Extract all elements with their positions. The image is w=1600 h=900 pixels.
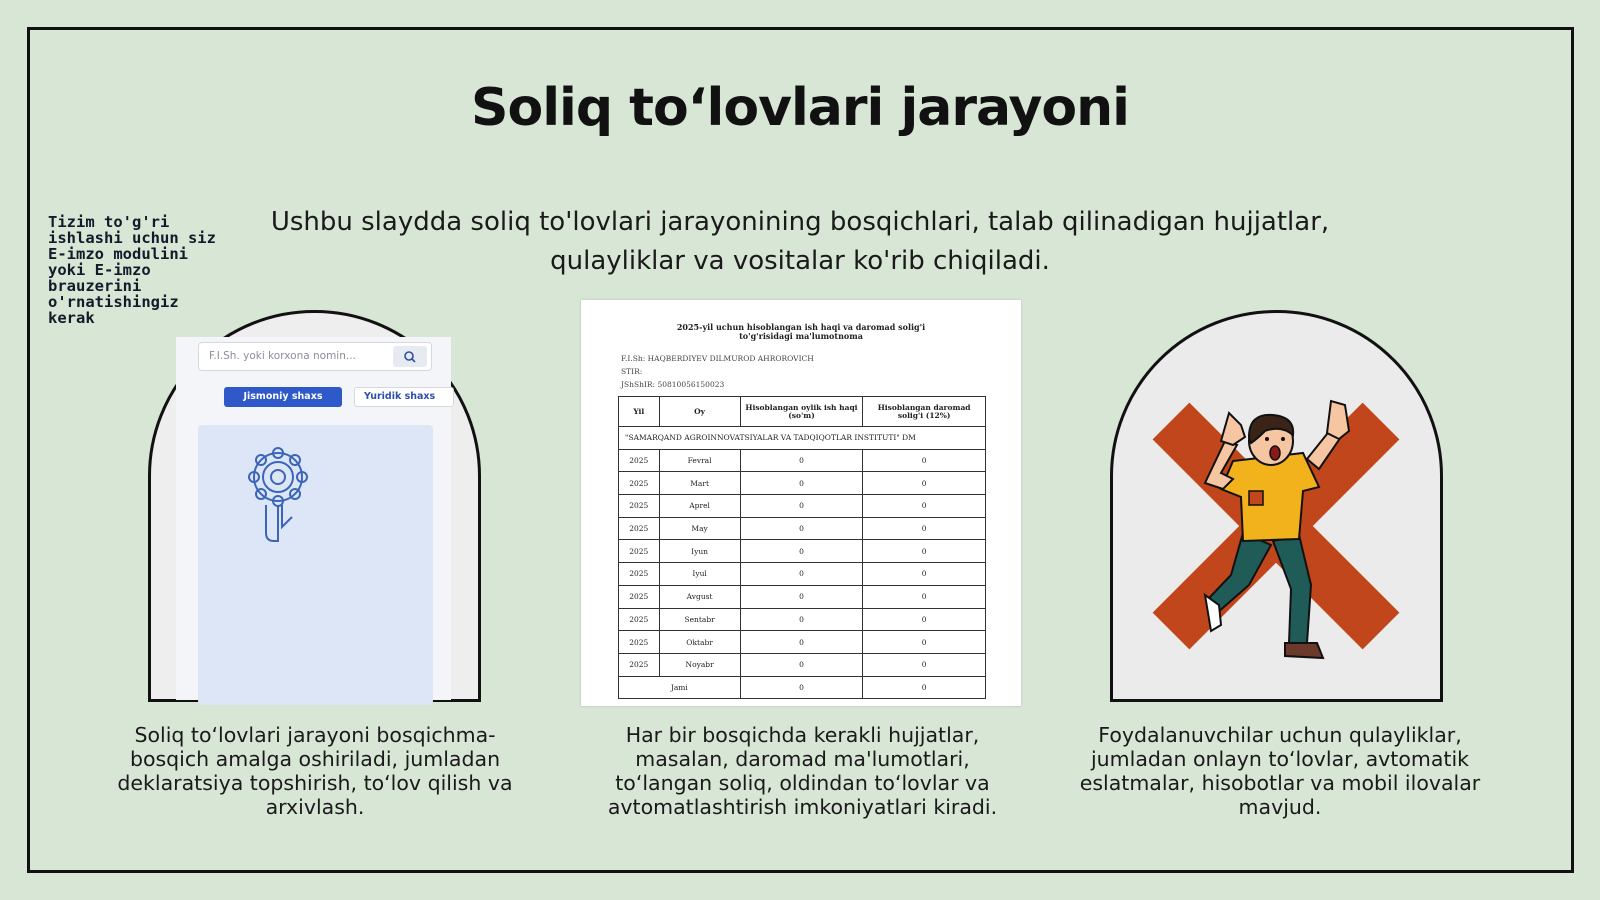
table-row — [619, 472, 986, 495]
table-row — [619, 540, 986, 563]
tab-legal-entity[interactable]: Yuridik shaxs — [354, 387, 454, 407]
arch-panel-right — [1110, 310, 1443, 702]
table-cell: 0 — [863, 495, 986, 518]
table-cell: 0 — [863, 631, 986, 654]
table-header: Oy — [659, 397, 740, 427]
table-cell: 0 — [740, 449, 863, 472]
table-cell: 2025 — [619, 517, 660, 540]
table-cell: 2025 — [619, 608, 660, 631]
tab-individual[interactable]: Jismoniy shaxs — [224, 387, 342, 407]
table-cell: 0 — [740, 540, 863, 563]
table-cell: Avgust — [659, 585, 740, 608]
table-cell: 0 — [863, 585, 986, 608]
table-cell: Noyabr — [659, 653, 740, 676]
table-row — [619, 449, 986, 472]
table-cell: 0 — [863, 608, 986, 631]
table-row — [619, 517, 986, 540]
caption-process: Soliq to‘lovlari jarayoni bosqichma-bosqich amalga oshiriladi, jumladan deklaratsiya topshirish, to‘lov qilish va arxivlash. — [117, 723, 513, 819]
scared-man-with-red-x-icon — [1113, 313, 1443, 702]
e-imzo-notice-text: Tizim to'g'ri ishlashi uchun siz E-imzo modulini yoki E-imzo brauzerini o'rnatishingiz kerak — [48, 213, 216, 327]
table-cell: 2025 — [619, 585, 660, 608]
document-jshshir: JShShIR: 50810056150023 — [621, 380, 725, 389]
table-cell: 2025 — [619, 495, 660, 518]
table-cell: 0 — [863, 563, 986, 586]
table-cell: Oktabr — [659, 631, 740, 654]
table-cell: Mart — [659, 472, 740, 495]
document-stir: STIR: — [621, 367, 643, 376]
table-cell: Aprel — [659, 495, 740, 518]
table-row — [619, 653, 986, 676]
tax-document — [581, 300, 1021, 706]
table-cell: 2025 — [619, 563, 660, 586]
document-meta — [621, 352, 814, 391]
table-cell: Iyul — [659, 563, 740, 586]
table-row — [619, 608, 986, 631]
table-row — [619, 585, 986, 608]
table-cell: 0 — [740, 631, 863, 654]
salary-tax-table — [618, 396, 986, 699]
table-cell: 2025 — [619, 449, 660, 472]
table-cell: 2025 — [619, 631, 660, 654]
caption-conveniences: Foydalanuvchilar uchun qulayliklar, jumladan onlayn to‘lovlar, avtomatik eslatmalar, hisobotlar va mobil ilovalar mavjud. — [1079, 723, 1481, 819]
table-cell: 0 — [740, 472, 863, 495]
table-row — [619, 631, 986, 654]
total-cell: 0 — [863, 676, 986, 699]
table-cell: 2025 — [619, 653, 660, 676]
table-cell: 0 — [740, 608, 863, 631]
total-row — [619, 676, 986, 699]
search-icon — [393, 346, 427, 367]
table-header: Hisoblangan daromad solig'i (12%) — [863, 397, 986, 427]
table-row — [619, 495, 986, 518]
table-cell: 0 — [740, 495, 863, 518]
slide-subtitle: Ushbu slaydda soliq to'lovlari jarayonining bosqichlari, talab qilinadigan hujjatlar, qulayliklar va vositalar ko'rib chiqiladi. — [270, 207, 1330, 276]
table-cell: 0 — [863, 517, 986, 540]
table-row — [619, 563, 986, 586]
document-title: 2025-yil uchun hisoblangan ish haqi va daromad solig'i to'g'risidagi ma'lumotnoma — [676, 322, 926, 341]
search-input[interactable] — [198, 342, 432, 371]
caption-documents: Har bir bosqichda kerakli hujjatlar, masalan, daromad ma'lumotlari, to‘langan soliq, oldindan to‘lovlar va avtomatlashtirish imkoniyatlari kiradi. — [607, 723, 998, 819]
tax-emblem-icon — [232, 447, 324, 547]
table-cell: Sentabr — [659, 608, 740, 631]
total-cell: Jami — [619, 676, 741, 699]
table-cell: 0 — [740, 563, 863, 586]
slide-title: Soliq to‘lovlari jarayoni — [471, 78, 1129, 138]
table-cell: Iyun — [659, 540, 740, 563]
table-cell: 0 — [740, 653, 863, 676]
table-cell: 2025 — [619, 472, 660, 495]
table-header: Hisoblangan oylik ish haqi (so'm) — [740, 397, 863, 427]
table-cell: May — [659, 517, 740, 540]
table-cell: 0 — [863, 540, 986, 563]
table-cell: 0 — [863, 472, 986, 495]
table-cell: 2025 — [619, 540, 660, 563]
table-cell: 0 — [740, 585, 863, 608]
organization-row: "SAMARQAND AGROINNOVATSIYALAR VA TADQIQOTLAR INSTITUTI" DM — [619, 427, 986, 450]
table-cell: 0 — [863, 653, 986, 676]
document-fio: F.I.Sh: HAQBERDIYEV DILMUROD AHROROVICH — [621, 354, 814, 363]
search-placeholder: F.I.Sh. yoki korxona nomin... — [209, 350, 356, 362]
table-cell: Fevral — [659, 449, 740, 472]
total-cell: 0 — [740, 676, 863, 699]
table-cell: 0 — [863, 449, 986, 472]
search-button[interactable] — [393, 346, 427, 367]
table-header: Yil — [619, 397, 660, 427]
table-cell: 0 — [740, 517, 863, 540]
